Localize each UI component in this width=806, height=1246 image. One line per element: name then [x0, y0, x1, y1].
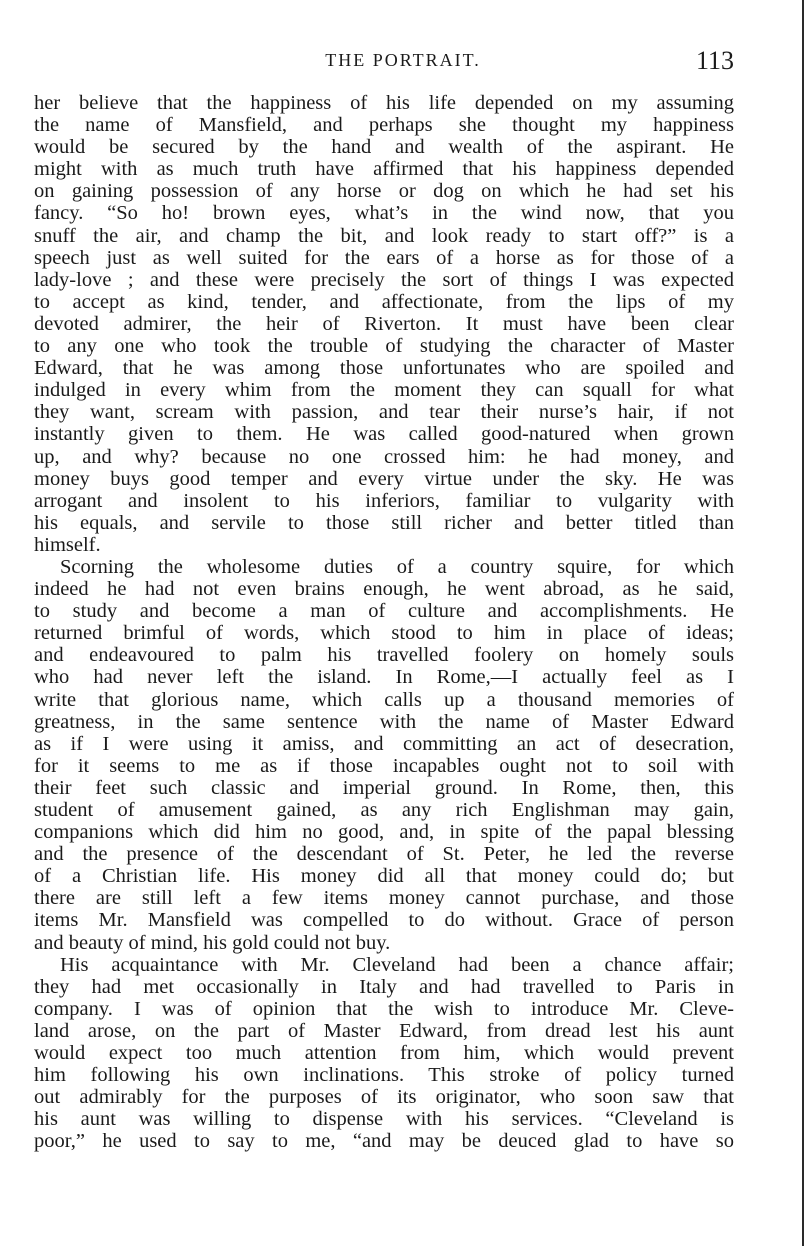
text-line: returned brimful of words, which stood to him in place of ideas;: [34, 622, 734, 645]
text-line: her believe that the happiness of his life depended on my assuming: [34, 92, 734, 114]
text-line: his aunt was willing to dispense with his services. “Cleveland is: [34, 1108, 734, 1131]
text-line: they had met occasionally in Italy and had travelled to Paris in: [34, 975, 734, 998]
text-line: lady-love ; and these were precisely the sort of things I was expected: [34, 268, 734, 291]
text-line: might with as much truth have affirmed that his happiness depended: [34, 158, 734, 181]
text-line: himself.: [34, 533, 101, 556]
text-line: and beauty of mind, his gold could not buy.: [34, 931, 391, 954]
text-line: arrogant and insolent to his inferiors, familiar to vulgarity with: [34, 489, 734, 512]
page-number: 113: [695, 46, 734, 75]
text-line: company. I was of opinion that the wish to introduce Mr. Cleve-: [34, 997, 734, 1020]
body-text: [34, 92, 734, 1153]
paragraph-3: [34, 954, 734, 1153]
paragraph-2: [34, 556, 734, 954]
text-line: devoted admirer, the heir of Riverton. It must have been clear: [34, 312, 734, 335]
running-title: THE PORTRAIT.: [325, 50, 481, 70]
text-line: to any one who took the trouble of studying the character of Master: [34, 335, 734, 358]
text-line: as if I were using it amiss, and committing an act of desecration,: [34, 732, 734, 755]
text-line: fancy. “So ho! brown eyes, what’s in the wind now, that you: [34, 202, 734, 225]
text-line: would expect too much attention from him, which would prevent: [34, 1042, 734, 1065]
text-line: to accept as kind, tender, and affectionate, from the lips of my: [34, 290, 734, 313]
text-line: snuff the air, and champ the bit, and look ready to start off?” is a: [34, 224, 734, 247]
text-line: for it seems to me as if those incapables ought not to soil with: [34, 754, 734, 777]
text-line: who had never left the island. In Rome,—I actually feel as I: [34, 666, 734, 689]
paragraph-1: [34, 92, 734, 556]
text-line: write that glorious name, which calls up a thousand memories of: [34, 688, 734, 711]
text-line: greatness, in the same sentence with the name of Master Edward: [34, 710, 734, 733]
text-line: speech just as well suited for the ears of a horse as for those of a: [34, 246, 734, 269]
text-line: up, and why? because no one crossed him: he had money, and: [34, 445, 734, 468]
text-line: and the presence of the descendant of St. Peter, he led the reverse: [34, 843, 734, 866]
text-line: on gaining possession of any horse or dog on which he had set his: [34, 180, 734, 203]
text-line: indeed he had not even brains enough, he went abroad, as he said,: [34, 578, 734, 601]
text-line: to study and become a man of culture and accomplishments. He: [34, 600, 734, 623]
text-line: there are still left a few items money cannot purchase, and those: [34, 887, 734, 910]
text-line: of a Christian life. His money did all that money could do; but: [34, 865, 734, 888]
page-edge-line: [802, 0, 804, 1246]
text-line: land arose, on the part of Master Edward, from dread lest his aunt: [34, 1019, 734, 1042]
text-line: they want, scream with passion, and tear their nurse’s hair, if not: [34, 401, 734, 424]
text-line: his equals, and servile to those still richer and better titled than: [34, 511, 734, 534]
text-line: would be secured by the hand and wealth of the aspirant. He: [34, 136, 734, 159]
running-head: [0, 46, 806, 76]
text-line: their feet such classic and imperial ground. In Rome, then, this: [34, 776, 734, 799]
text-line: student of amusement gained, as any rich Englishman may gain,: [34, 799, 734, 821]
text-line: Edward, that he was among those unfortunates who are spoiled and: [34, 357, 734, 380]
text-line: and endeavoured to palm his travelled foolery on homely souls: [34, 644, 734, 667]
text-line: instantly given to them. He was called good-natured when grown: [34, 423, 734, 446]
text-line: companions which did him no good, and, in spite of the papal blessing: [34, 821, 734, 844]
text-line: Scorning the wholesome duties of a country squire, for which: [60, 555, 734, 578]
text-line: poor,” he used to say to me, “and may be deuced glad to have so: [34, 1130, 734, 1153]
text-line: the name of Mansfield, and perhaps she thought my happiness: [34, 114, 734, 137]
text-line: His acquaintance with Mr. Cleveland had been a chance affair;: [60, 953, 734, 976]
text-line: him following his own inclinations. This stroke of policy turned: [34, 1064, 734, 1087]
text-line: out admirably for the purposes of its originator, who soon saw that: [34, 1086, 734, 1109]
text-line: money buys good temper and every virtue under the sky. He was: [34, 467, 734, 490]
text-line: items Mr. Mansfield was compelled to do without. Grace of person: [34, 909, 734, 932]
text-line: indulged in every whim from the moment they can squall for what: [34, 379, 734, 402]
